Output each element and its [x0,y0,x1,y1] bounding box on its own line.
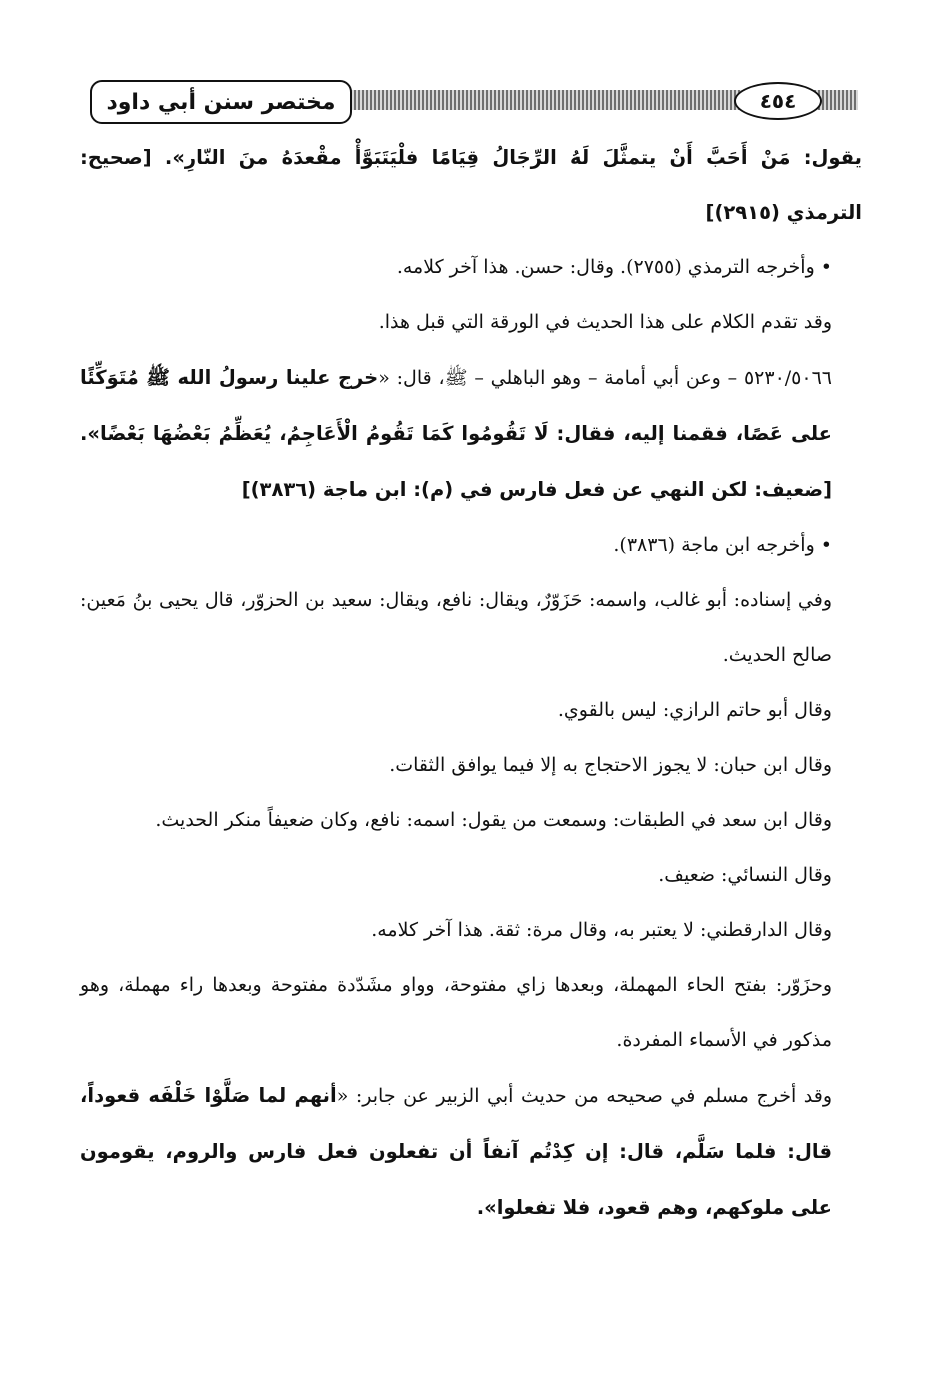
page-header [90,80,858,128]
paragraph-hadith-5230 [80,350,862,518]
page-number-oval [734,82,822,120]
muslim-jabir-intro: وقد أخرج مسلم في صحيحه من حديث أبي الزبير عن جابر: « [336,1085,832,1107]
paragraph-isnad: وفي إسناده: أبو غالب، واسمه: حَزَوّرٌ، ويقال: نافع، ويقال: سعيد بن الحزوّر، قال يحيى بنُ مَعين: صالح الحديث. [80,589,832,666]
book-title: مختصر سنن أبي داود [106,89,336,115]
paragraph-ibn-saad: وقال ابن سعد في الطبقات: وسمعت من يقول: اسمه: نافع، وكان ضعيفاً منكر الحديث. [155,809,832,831]
paragraph-hadith-continuation: يقول: مَنْ أَحَبَّ أَنْ يتمثَّلَ لَهُ الرِّجَالُ قِيَامًا فلْيَتَبَوَّأْ مقْعدَهُ منَ النّارِ». [صحيح: الترمذي (٢٩١٥)] [80,146,862,224]
page-body [80,130,862,1236]
paragraph-ibn-hibban: وقال ابن حبان: لا يجوز الاحتجاج به إلا فيما يوافق الثقات. [389,754,832,776]
paragraph-nasai: وقال النسائي: ضعيف. [658,864,832,886]
muslim-jabir-text: أنهم لما صَلَّوْا خَلْفَه قعوداً، قال: فلما سَلَّم، قال: إن كِدْتُم آنفاً أن تفعلون فعل فارس والروم، يقومون على ملوكهم، وهم قعود، فلا تفعلوا». [80,1084,832,1219]
paragraph-daraqutni: وقال الدارقطني: لا يعتبر به، وقال مرة: ثقة. هذا آخر كلامه. [371,919,832,941]
hadith-5230-chain: ٥٢٣٠/٥٠٦٦ – وعن أبي أمامة – وهو الباهلي – ﷺ، قال: « [378,367,832,389]
hadith-5230-text: خرج علينا رسولُ الله ﷺ مُتَوَكِّئًا على عَصًا، فقمنا إليه، فقال: لَا تَقُومُوا كَمَا تَقُومُ الْأَعَاجِمُ، يُعَظِّمُ بَعْضُهَا بَعْضًا». [ضعيف: لكن النهي عن فعل فارس في (م): ابن ماجة (٣٨٣٦)] [80,366,832,501]
paragraph-abu-hatim: وقال أبو حاتم الرازي: ليس بالقوي. [557,699,832,721]
book-title-box [90,80,352,124]
paragraph-muslim-jabir [80,1068,862,1236]
paragraph-hazawwar: وحزَوّر: بفتح الحاء المهملة، وبعدها زاي مفتوحة، وواو مشَدّدة مفتوحة وبعدها راء مهملة، وهو مذكور في الأسماء المفردة. [80,974,832,1051]
paragraph-takhrij-ibn-majah: • وأخرجه ابن ماجة (٣٨٣٦). [613,534,832,556]
paragraph-takhrij-tirmidhi: • وأخرجه الترمذي (٢٧٥٥). وقال: حسن. هذا آخر كلامه. [396,256,832,278]
page-number: ٤٥٤ [759,89,797,113]
paragraph-note-previous: وقد تقدم الكلام على هذا الحديث في الورقة التي قبل هذا. [378,311,832,333]
